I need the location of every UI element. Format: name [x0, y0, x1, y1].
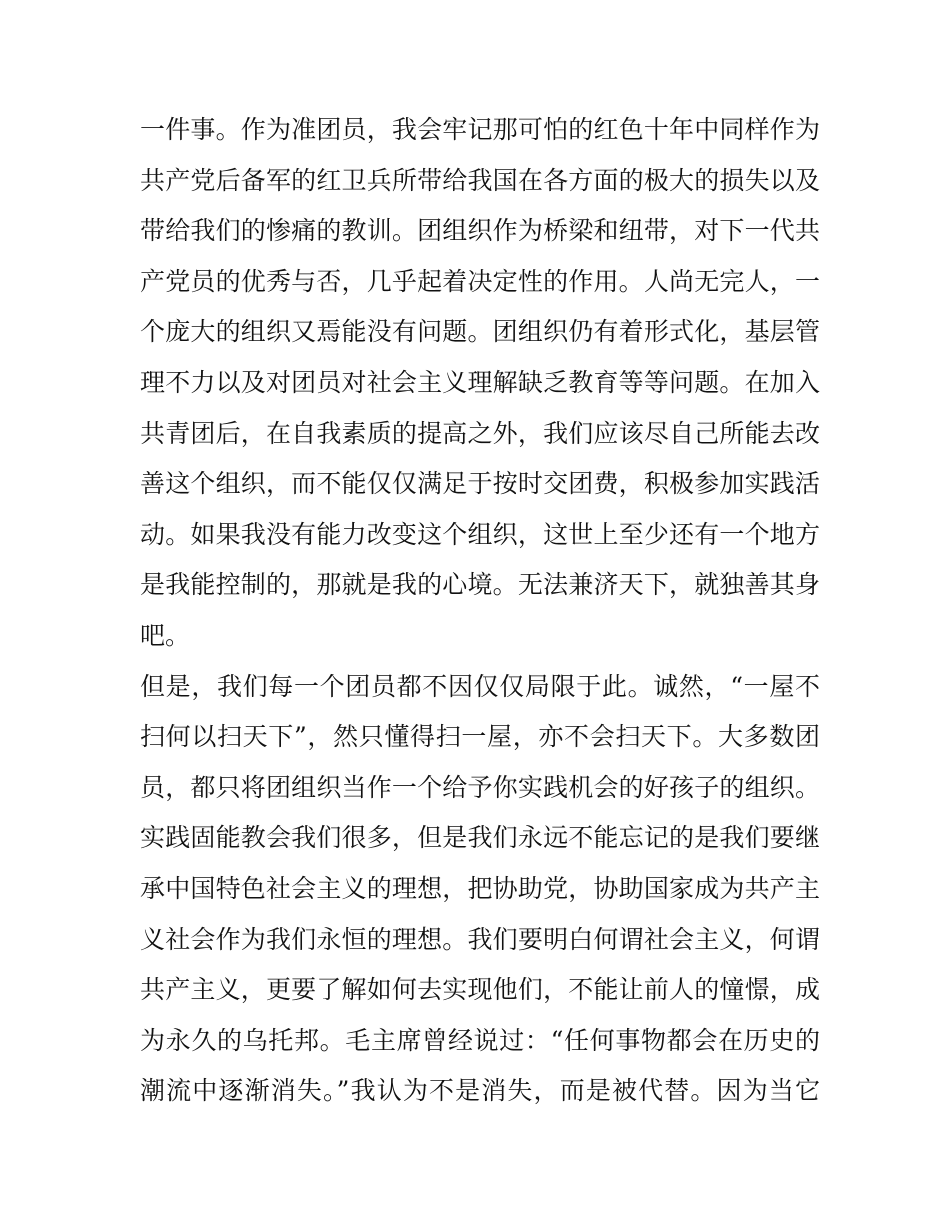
- text-line: 但是，我们每一个团员都不因仅仅局限于此。诚然，“一屋不: [140, 671, 820, 701]
- text-line: 共青团后，在自我素质的提高之外，我们应该尽自己所能去改: [140, 418, 820, 448]
- body-text: [140, 110, 820, 1122]
- text-line: 动。如果我没有能力改变这个组织，这世上至少还有一个地方: [140, 519, 820, 549]
- text-line: 为永久的乌托邦。毛主席曾经说过：“任何事物都会在历史的: [140, 1025, 820, 1055]
- text-line: 共产主义，更要了解如何去实现他们，不能让前人的憧憬，成: [140, 975, 820, 1005]
- text-line: 实践固能教会我们很多，但是我们永远不能忘记的是我们要继: [140, 823, 820, 853]
- text-line: 员，都只将团组织当作一个给予你实践机会的好孩子的组织。: [140, 772, 820, 802]
- text-line: 义社会作为我们永恒的理想。我们要明白何谓社会主义，何谓: [140, 924, 820, 954]
- text-line: 带给我们的惨痛的教训。团组织作为桥梁和纽带，对下一代共: [140, 216, 820, 246]
- paragraph-end-line: 吧。: [140, 620, 191, 650]
- text-line: 一件事。作为准团员，我会牢记那可怕的红色十年中同样作为: [140, 115, 820, 144]
- text-line: 潮流中逐渐消失。”我认为不是消失，而是被代替。因为当它: [140, 1076, 820, 1106]
- text-line: 是我能控制的，那就是我的心境。无法兼济天下，就独善其身: [140, 570, 820, 600]
- text-line: 扫何以扫天下”，然只懂得扫一屋，亦不会扫天下。大多数团: [140, 722, 820, 752]
- text-line: 善这个组织，而不能仅仅满足于按时交团费，积极参加实践活: [140, 469, 820, 499]
- text-line: 承中国特色社会主义的理想，把协助党，协助国家成为共产主: [140, 873, 820, 903]
- text-line: 个庞大的组织又焉能没有问题。团组织仍有着形式化，基层管: [140, 317, 820, 347]
- text-line: 理不力以及对团员对社会主义理解缺乏教育等等问题。在加入: [140, 367, 820, 397]
- text-line: 产党员的优秀与否，几乎起着决定性的作用。人尚无完人，一: [140, 266, 820, 296]
- text-line: 共产党后备军的红卫兵所带给我国在各方面的极大的损失以及: [140, 165, 820, 195]
